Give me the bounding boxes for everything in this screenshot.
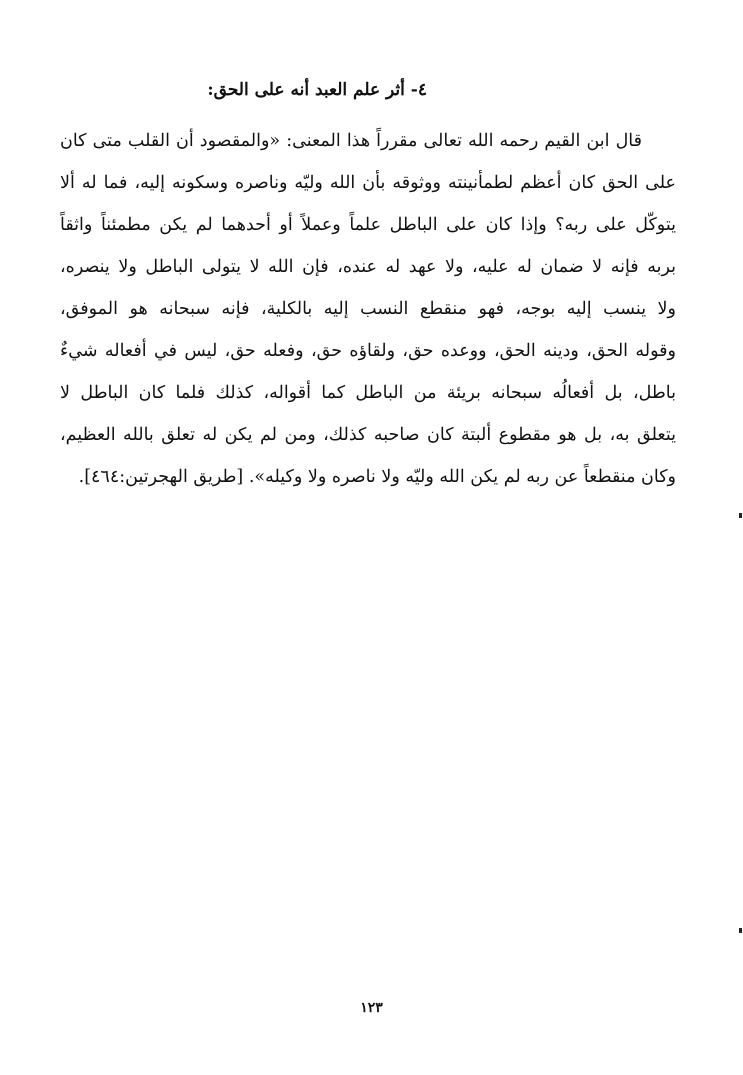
paragraph-line: قال ابن القيم رحمه الله تعالى مقرراً هذا المعنى: «والمقصود أن القلب متى كان xyxy=(60,131,642,151)
paragraph-line: وكان منقطعاً عن ربه لم يكن الله وليّه ولا ناصره ولا وكيله». [طريق الهجرتين:٤٦٤]. xyxy=(78,467,676,487)
paragraph-line: يتعلق به، بل هو مقطوع ألبتة كان صاحبه كذلك، ومن لم يكن له تعلق بالله العظيم، xyxy=(60,425,676,445)
paragraph-line: بربه فإنه لا ضمان له عليه، ولا عهد له عنده، فإن الله لا يتولى الباطل ولا ينصره، xyxy=(60,257,676,277)
paragraph-line: ولا ينسب إليه بوجه، فهو منقطع النسب إليه بالكلية، فإنه سبحانه هو الموفق، xyxy=(60,299,676,319)
paragraph-line: يتوكّل على ربه؟ وإذا كان على الباطل علماً وعملاً أو أحدهما لم يكن مطمئناً واثقاً xyxy=(60,215,676,235)
paragraph-line: على الحق كان أعظم لطمأنينته ووثوقه بأن الله وليّه وناصره وسكونه إليه، فما له ألا xyxy=(60,173,676,193)
scan-speck xyxy=(739,928,742,933)
scan-speck xyxy=(739,513,742,518)
paragraph-line: باطل، بل أفعالُه سبحانه بريئة من الباطل كما أقواله، كذلك فلما كان الباطل لا xyxy=(60,383,676,403)
section-heading: ٤- أثر علم العبد أنه على الحق: xyxy=(207,80,427,100)
paragraph-line: وقوله الحق، ودينه الحق، ووعده حق، ولقاؤه حق، وفعله حق، ليس في أفعاله شيءٌ xyxy=(60,341,676,361)
quoted-paragraph xyxy=(60,120,676,498)
page-number: ١٢٣ xyxy=(360,1000,383,1016)
